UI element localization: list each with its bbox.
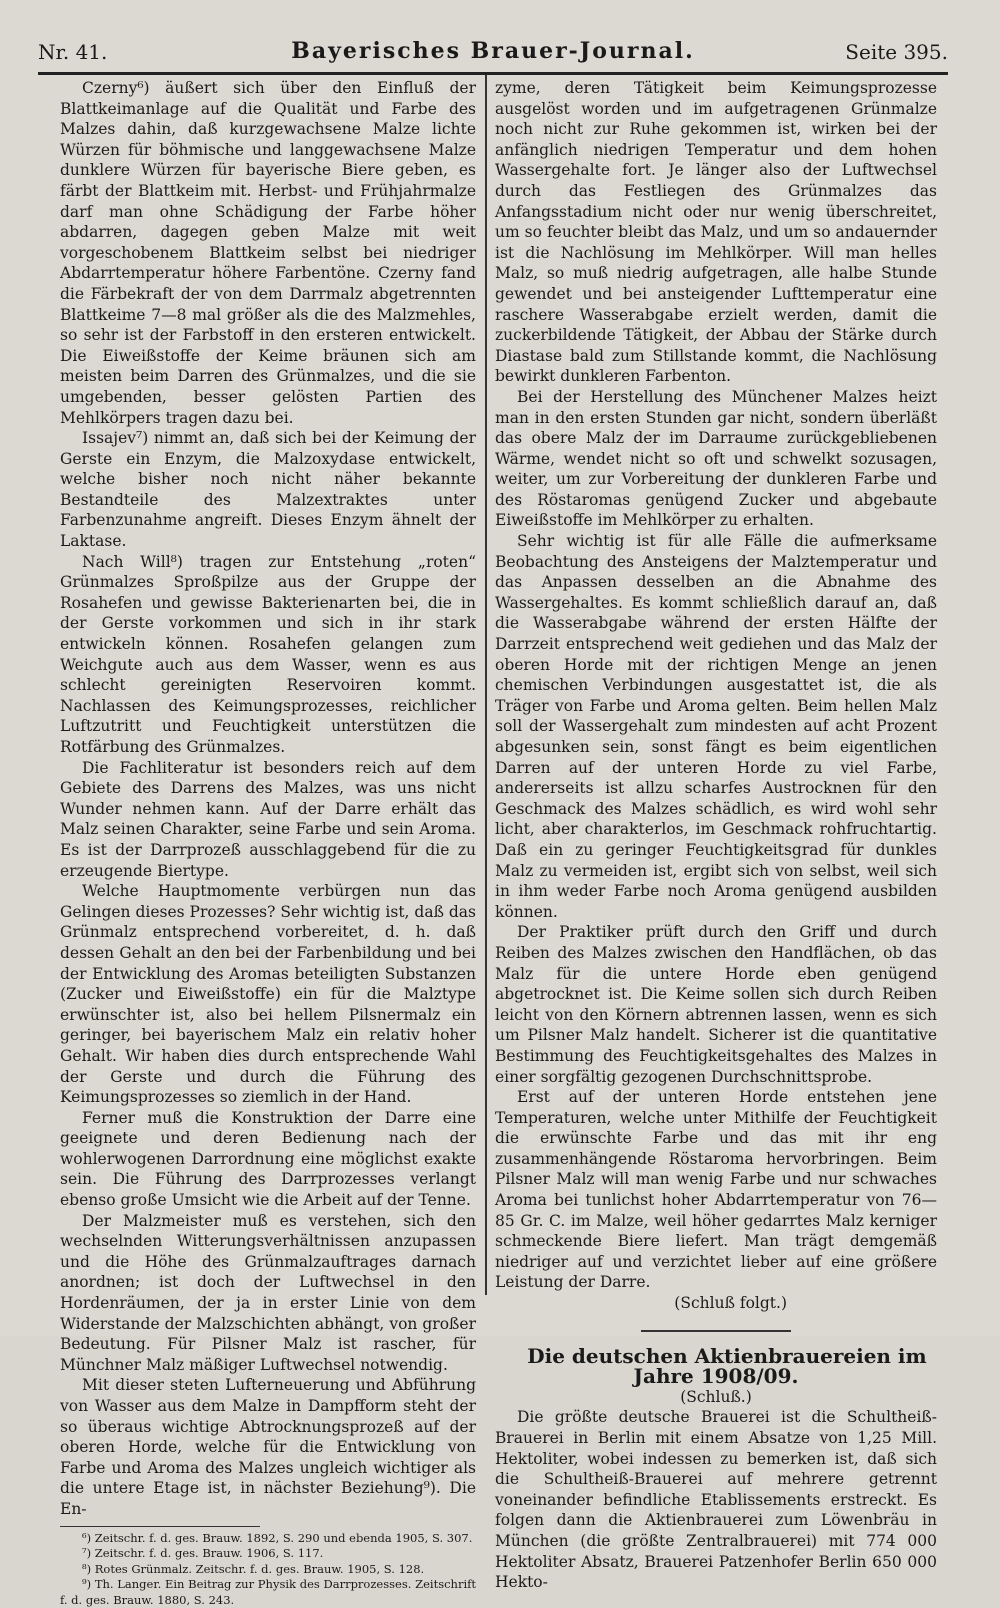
article-subtitle: (Schluß.): [680, 1387, 752, 1406]
paragraph: Erst auf der unteren Horde entstehen jene Temperaturen, welche unter Mithilfe der Feuchtigkeit die erwünschte Farbe und das mit ihr eng zusammenhängende Röstaroma hervorbringen. Beim Pilsner Malz will man wenig Farbe und nur schwaches Aroma bei tunlichst hoher Abdarrtemperatur von 76—85 Gr. C. im Malze, weil höher gedarrtes Malz kerniger schmeckende Biere liefert. Man trägt demgemäß niedriger auf und verzichtet lieber auf eine größere Leistung der Darre.: [495, 1088, 937, 1292]
paragraph: zyme, deren Tätigkeit beim Keimungsprozesse ausgelöst worden und im aufgetragenen Grünmalze noch nicht zur Ruhe gekommen ist, wirken bei der anfänglich niedrigen Temperatur und dem hohen Wassergehalte fort. Je länger also der Luftwechsel durch das Festliegen des Grünmalzes das Anfangsstadium nicht oder nur wenig überschreitet, um so feuchter bleibt das Malz, und um so andauernder ist die Nachlösung im Mehlkörper. Will man helles Malz, so muß niedrig aufgetragen, alle halbe Stunde gewendet und bei ansteigender Lufttemperatur eine raschere Wasserabgabe erzielt werden, damit die zuckerbildende Tätigkeit, der Abbau der Stärke durch Diastase bald zum Stillstande kommt, die Nachlösung bewirkt dunkleren Farbenton.: [495, 79, 937, 386]
paragraph: Ferner muß die Konstruktion der Darre eine geeignete und deren Bedienung nach der wohlerwogenen Darrordnung eine möglichst exakte sein. Die Führung des Darrprozesses verlangt ebenso große Umsicht wie die Arbeit auf der Tenne.: [60, 1108, 476, 1210]
right-column: [495, 78, 937, 1593]
column-divider: [485, 75, 487, 1295]
paragraph: Der Praktiker prüft durch den Griff und durch Reiben des Malzes zwischen den Handflächen, ob das Malz für die untere Horde eben genügend abgetrocknet ist. Die Keime sollen sich durch Reiben leicht von den Körnern abtrennen lassen, wenn es sich um Pilsner Malz handelt. Sicherer ist die quantitative Bestimmung des Feuchtigkeitsgehaltes des Malzes in einer sorgfältig gezogenen Durchschnittsprobe.: [495, 923, 937, 1086]
footnote-rule: [60, 1526, 260, 1527]
continued-note: (Schluß folgt.): [674, 1294, 787, 1313]
paragraph: Die Fachliteratur ist besonders reich auf dem Gebiete des Darrens des Malzes, was uns nicht Wunder nehmen kann. Auf der Darre erhält das Malz seinen Charakter, seine Farbe und sein Aroma. Es ist der Darrprozeß ausschlaggebend für die zu erzeugende Biertype.: [60, 758, 476, 880]
left-column: [60, 78, 476, 1608]
paragraph: Sehr wichtig ist für alle Fälle die aufmerksame Beobachtung des Ansteigens der Malztemperatur und das Anpassen desselben an die Abnahme des Wassergehaltes. Es kommt schließlich darauf an, daß die Wasserabgabe während der ersten Hälfte der Darrzeit entsprechend weit gediehen und das Malz der oberen Horde mit der richtigen Menge an jenen chemischen Verbindungen ausgestattet ist, die als Träger von Farbe und Aroma gelten. Beim hellen Malz soll der Wassergehalt zum mindesten auf acht Prozent abgesunken sein, sonst fängt es beim eigentlichen Darren auf der unteren Horde zu viel Farbe, andererseits ist allzu scharfes Austrocknen für den Geschmack des Malzes schädlich, es wird wohl sehr licht, aber charakterlos, im Geschmack rohfruchtartig. Daß ein zu geringer Feuchtigkeitsgrad für dunkles Malz zu vermeiden ist, ergibt sich von selbst, weil sich in ihm weder Farbe noch Aroma genügend ausbilden können.: [495, 532, 937, 921]
footnotes: [60, 1531, 476, 1608]
paragraph: Nach Will⁸) tragen zur Entstehung „roten“ Grünmalzes Sproßpilze aus der Gruppe der Rosahefen und gewisse Bakterienarten bei, die in der Gerste vorkommen und sich in ihr stark entwickeln können. Rosahefen gelangen zum Weichgute auch aus dem Wasser, wenn es aus schlecht gereinigten Reservoiren kommt. Nachlassen des Keimungsprozesses, reichlicher Luftzutritt und Feuchtigkeit unterstützen die Rotfärbung des Grünmalzes.: [60, 552, 476, 756]
page-header: [38, 40, 948, 70]
paragraph: Der Malzmeister muß es verstehen, sich den wechselnden Witterungsverhältnissen anzupassen und die Höhe des Grünmalzauftrages darnach anordnen; ist doch der Luftwechsel in den Hordenräumen, der ja in erster Linie von dem Widerstande der Malzschichten abhängt, von großer Bedeutung. Für Pilsner Malz ist rascher, für Münchner Malz mäßiger Luftwechsel notwendig.: [60, 1211, 476, 1374]
paragraph: Czerny⁶) äußert sich über den Einfluß der Blattkeimanlage auf die Qualität und Farbe des Malzes dahin, daß kurzgewachsene Malze lichte Würzen für böhmische und langgewachsene Malze dunklere Würzen für bayerische Biere geben, es färbt der Blattkeim mit. Herbst- und Frühjahrmalze darf man ohne Schädigung der Farbe höher abdarren, dagegen geben Malze mit weit vorgeschobenem Blattkeim selbst bei niedriger Abdarrtemperatur höhere Farbentöne. Czerny fand die Färbekraft der von dem Darrmalz abgetrennten Blattkeime 7—8 mal größer als die des Malzmehles, so sehr ist der Farbstoff in den ersteren entwickelt. Die Eiweißstoffe der Keime bräunen sich am meisten beim Darren des Grünmalzes, und die sie umgebenden, besser gelösten Partien des Mehlkörpers tragen dazu bei.: [60, 79, 476, 427]
footnote: ⁶) Zeitschr. f. d. ges. Brauw. 1892, S. 290 und ebenda 1905, S. 307.: [82, 1530, 473, 1545]
issue-number: Nr. 41.: [38, 40, 108, 64]
journal-title: Bayerisches Brauer-Journal.: [291, 38, 695, 64]
page-number: Seite 395.: [845, 40, 948, 64]
footnote: ⁹) Th. Langer. Ein Beitrag zur Physik des Darrprozesses. Zeitschrift f. d. ges. Brauw. 1880, S. 243.: [60, 1577, 476, 1607]
footnote: ⁸) Rotes Grünmalz. Zeitschr. f. d. ges. Brauw. 1905, S. 128.: [82, 1561, 425, 1576]
header-rule: [38, 72, 948, 75]
article-title: Die deutschen Aktienbrauereien im Jahre 1908/09.: [527, 1343, 927, 1389]
paragraph: Issajev⁷) nimmt an, daß sich bei der Keimung der Gerste ein Enzym, die Malzoxydase entwickelt, welche bisher noch nicht näher bekannte Bestandteile des Malzextraktes unter Farbenzunahme angreift. Dieses Enzym ähnelt der Laktase.: [60, 429, 476, 551]
section-rule: [641, 1330, 791, 1332]
paragraph: Mit dieser steten Lufterneuerung und Abführung von Wasser aus dem Malze in Dampfform steht der so überaus wichtige Abtrocknungsprozeß auf der oberen Horde, welche für die Entwicklung von Farbe und Aroma des Malzes ungleich wichtiger als die untere Etage ist, in nächster Beziehung⁹). Die En-: [60, 1376, 476, 1518]
paragraph: Die größte deutsche Brauerei ist die Schultheiß-Brauerei in Berlin mit einem Absatze von 1,25 Mill. Hektoliter, wobei indessen zu bemerken ist, daß sich die Schultheiß-Brauerei auf mehrere getrennt voneinander befindliche Etablissements erstreckt. Es folgen dann die Aktienbrauerei zum Löwenbräu in München (die größte Zentralbrauerei) mit 774 000 Hektoliter Absatz, Brauerei Patzenhofer Berlin 650 000 Hekto-: [495, 1408, 937, 1592]
footnote: ⁷) Zeitschr. f. d. ges. Brauw. 1906, S. 117.: [82, 1546, 324, 1561]
paragraph: Bei der Herstellung des Münchener Malzes heizt man in den ersten Stunden gar nicht, sondern überläßt das obere Malz der im Darraume zurückgebliebenen Wärme, wendet nicht so oft und schwelkt sozusagen, weiter, um zur Vorbereitung der dunkleren Farbe und des Röstaromas genügend Zucker und abgebaute Eiweißstoffe im Mehlkörper zu erhalten.: [495, 387, 937, 530]
paragraph: Welche Hauptmomente verbürgen nun das Gelingen dieses Prozesses? Sehr wichtig ist, daß das Grünmalz entsprechend vorbereitet, d. h. daß dessen Gehalt an den bei der Farbenbildung und bei der Entwicklung des Aromas beteiligten Substanzen (Zucker und Eiweißstoffe) ein für die Malztype erwünschter ist, also bei hellem Pilsnermalz ein geringer, bei bayerischem Malz ein relativ hoher Gehalt. Wir haben dies durch entsprechende Wahl der Gerste und durch die Führung des Keimungsprozesses so ziemlich in der Hand.: [60, 882, 476, 1107]
